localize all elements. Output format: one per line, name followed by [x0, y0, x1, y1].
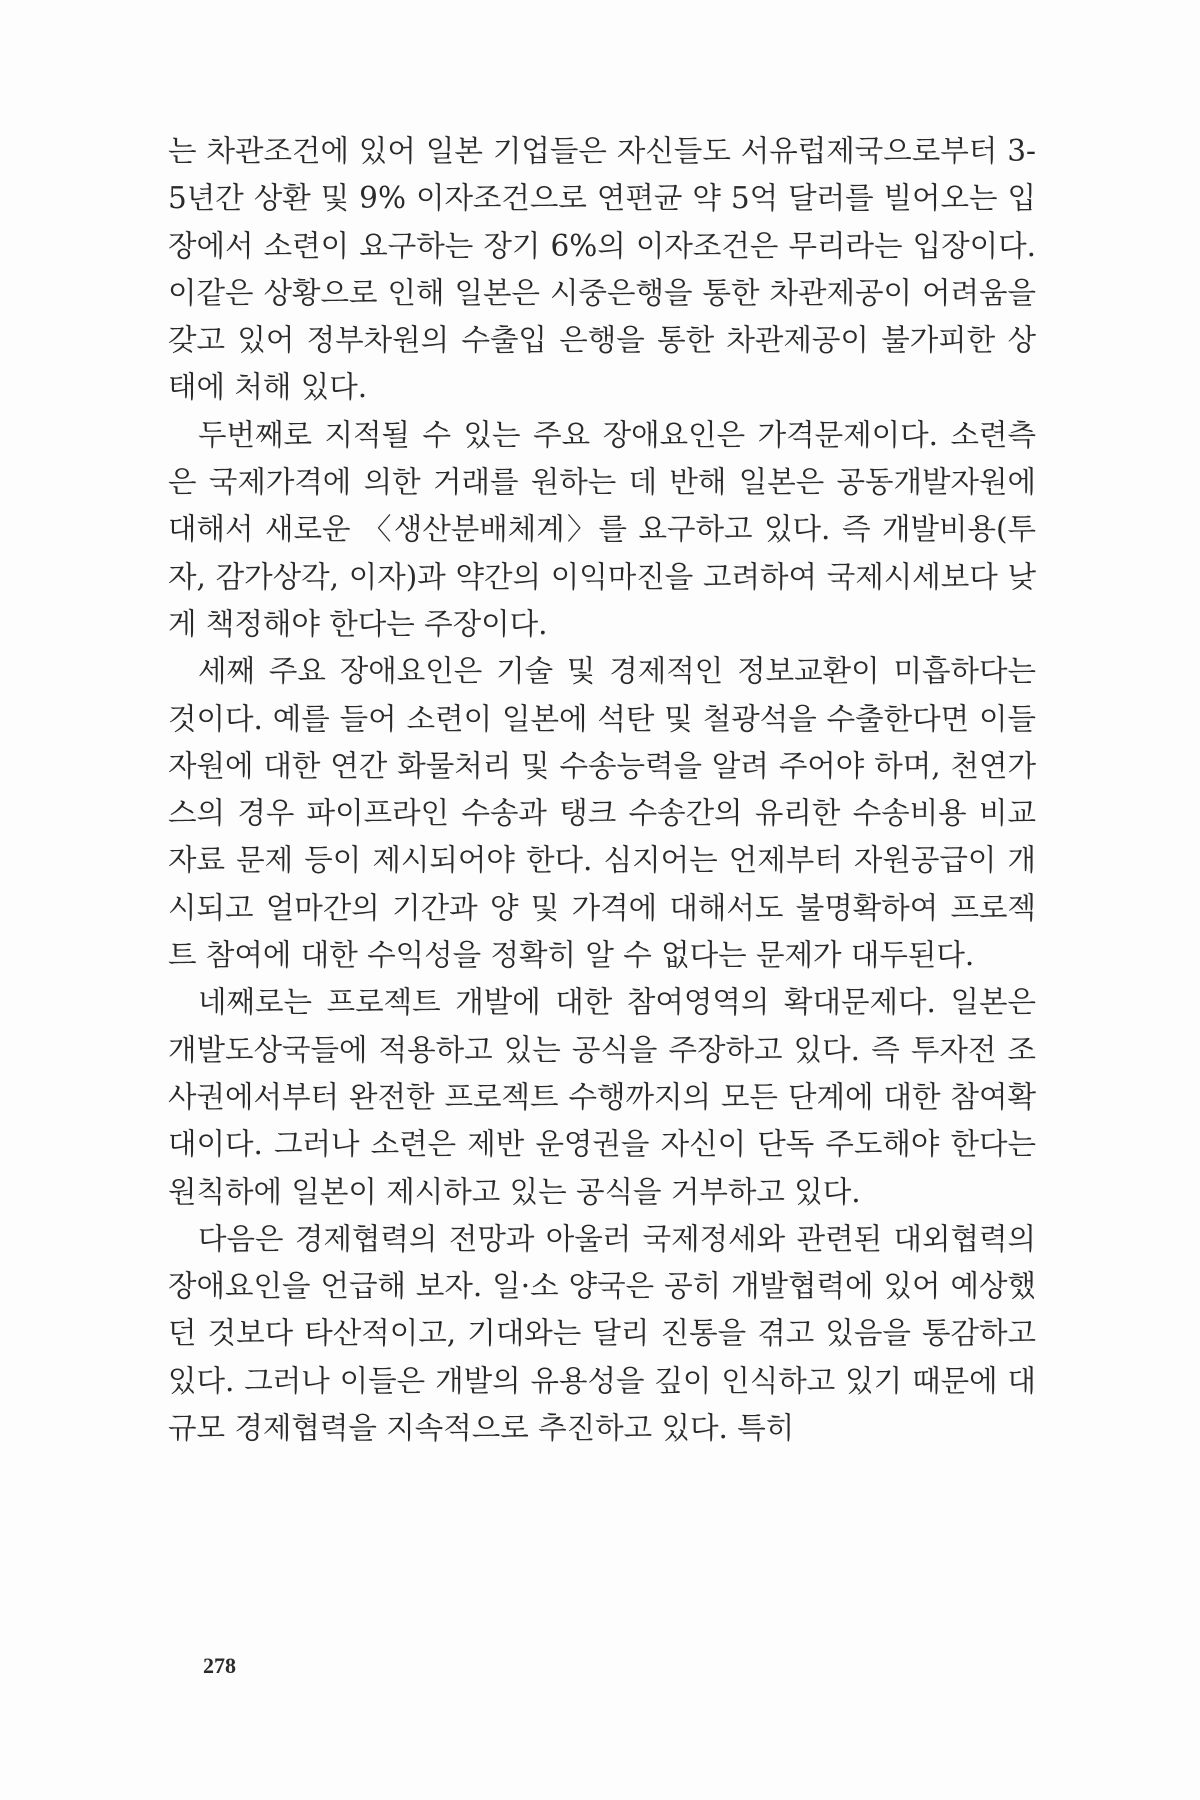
- paragraph-continuation: 는 차관조건에 있어 일본 기업들은 자신들도 서유럽제국으로부터 3-5년간 상환 및 9% 이자조건으로 연편균 약 5억 달러를 빌어오는 입장에서 소련이 요구하는 장기 6%의 이자조건은 무리라는 입장이다. 이같은 상황으로 인해 일본은 시중은행을 통한 차관제공이 어려움을 갖고 있어 정부차원의 수출입 은행을 통한 차관제공이 불가피한 상태에 처해 있다.: [168, 134, 1036, 405]
- body-text: [168, 128, 1036, 1452]
- paragraph-information-exchange: 세째 주요 장애요인은 기술 및 경제적인 정보교환이 미흡하다는 것이다. 예를 들어 소련이 일본에 석탄 및 철광석을 수출한다면 이들 자원에 대한 연간 화물처리 및 수송능력을 알려 주어야 하며, 천연가스의 경우 파이프라인 수송과 탱크 수송간의 유리한 수송비용 비교자료 문제 등이 제시되어야 한다. 심지어는 언제부터 자원공급이 개시되고 얼마간의 기간과 양 및 가격에 대해서도 불명확하여 프로젝트 참여에 대한 수익성을 정확히 알 수 없다는 문제가 대두된다.: [168, 654, 1036, 973]
- page-number: 278: [203, 1653, 236, 1678]
- paragraph-participation-scope: 네째로는 프로젝트 개발에 대한 참여영역의 확대문제다. 일본은 개발도상국들에 적용하고 있는 공식을 주장하고 있다. 즉 투자전 조사권에서부터 완전한 프로젝트 수행까지의 모든 단계에 대한 참여확대이다. 그러나 소련은 제반 운영권을 자신이 단독 주도해야 한다는 원칙하에 일본이 제시하고 있는 공식을 거부하고 있다.: [168, 985, 1036, 1209]
- paragraph-price-issue: 두번째로 지적될 수 있는 주요 장애요인은 가격문제이다. 소련측은 국제가격에 의한 거래를 원하는 데 반해 일본은 공동개발자원에 대해서 새로운 〈생산분배체계〉를 요구하고 있다. 즉 개발비용(투자, 감가상각, 이자)과 약간의 이익마진을 고려하여 국제시세보다 낮게 책정해야 한다는 주장이다.: [168, 417, 1036, 641]
- paragraph-outlook: 다음은 경제협력의 전망과 아울러 국제정세와 관련된 대외협력의 장애요인을 언급해 보자. 일·소 양국은 공히 개발협력에 있어 예상했던 것보다 타산적이고, 기대와는 달리 진통을 겪고 있음을 통감하고 있다. 그러나 이들은 개발의 유용성을 깊이 인식하고 있기 때문에 대규모 경제협력을 지속적으로 추진하고 있다. 특히: [168, 1221, 1036, 1446]
